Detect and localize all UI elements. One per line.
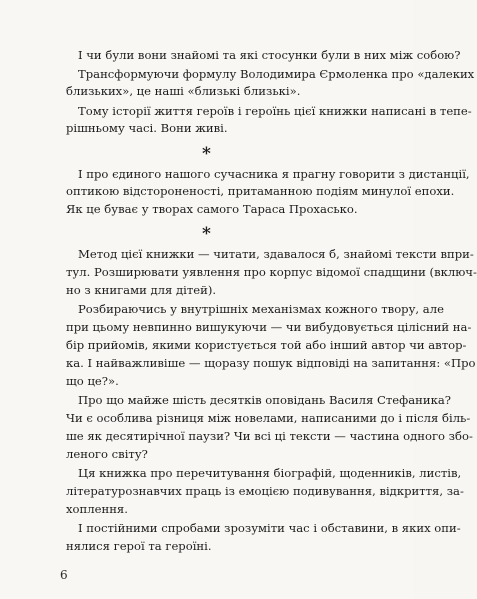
page-number: 6 — [60, 568, 68, 582]
text-line: тул. Розширювати уявлення про корпус відомої спадщини (включ- — [66, 265, 477, 279]
text-line: Метод цієї книжки — читати, здавалося б, знайомі тексти впри- — [78, 247, 474, 261]
text-line: рішньому часі. Вони живі. — [66, 121, 228, 135]
section-separator: * — [202, 144, 211, 164]
text-line: оптикою відстороненості, притаманною подіям минулої епохи. — [66, 184, 455, 198]
text-line: літературознавчих праць із емоцією подивування, відкриття, за- — [66, 484, 464, 498]
text-line: І про єдиного нашого сучасника я прагну говорити з дистанції, — [78, 167, 470, 181]
text-line: Ця книжка про перечитування біографій, щоденників, листів, — [78, 466, 462, 480]
text-line: І чи були вони знайомі та які стосунки були в них між собою? — [78, 48, 461, 62]
text-line: Про що майже шість десятків оповідань Василя Стефаника? — [78, 393, 451, 407]
text-line: Трансформуючи формулу Володимира Єрмоленка про «далеких — [78, 67, 475, 81]
text-line: ше як десятирічної паузи? Чи всі ці тексти — частина одного збо- — [66, 429, 473, 443]
text-line: при цьому невпинно вишукуючи — чи вибудовується цілісний на- — [66, 320, 472, 334]
text-line: І постійними спробами зрозуміти час і обставини, в яких опи- — [78, 521, 461, 535]
section-separator: * — [202, 224, 211, 244]
text-line: нялися герої та героїні. — [66, 539, 212, 553]
text-line: леного світу? — [66, 447, 148, 461]
text-line: хоплення. — [66, 502, 128, 516]
text-line: Тому історії життя героїв і героїнь цієї книжки написані в тепе- — [78, 104, 472, 118]
text-line: що це?». — [66, 374, 119, 388]
text-line: но з книгами для дітей). — [66, 283, 217, 297]
text-line: близьких», це наші «близькі близькі». — [66, 84, 301, 98]
text-line: Чи є особлива різниця між новелами, написаними до і після біль- — [66, 411, 471, 425]
text-line: Розбираючись у внутрішніх механізмах кожного твору, але — [78, 302, 444, 316]
text-line: ка. І найважливіше — щоразу пошук відповіді на запитання: «Про — [66, 356, 476, 370]
text-line: бір прийомів, якими користується той або інший автор чи автор- — [66, 338, 467, 352]
text-line: Як це буває у творах самого Тараса Прохасько. — [66, 202, 358, 216]
